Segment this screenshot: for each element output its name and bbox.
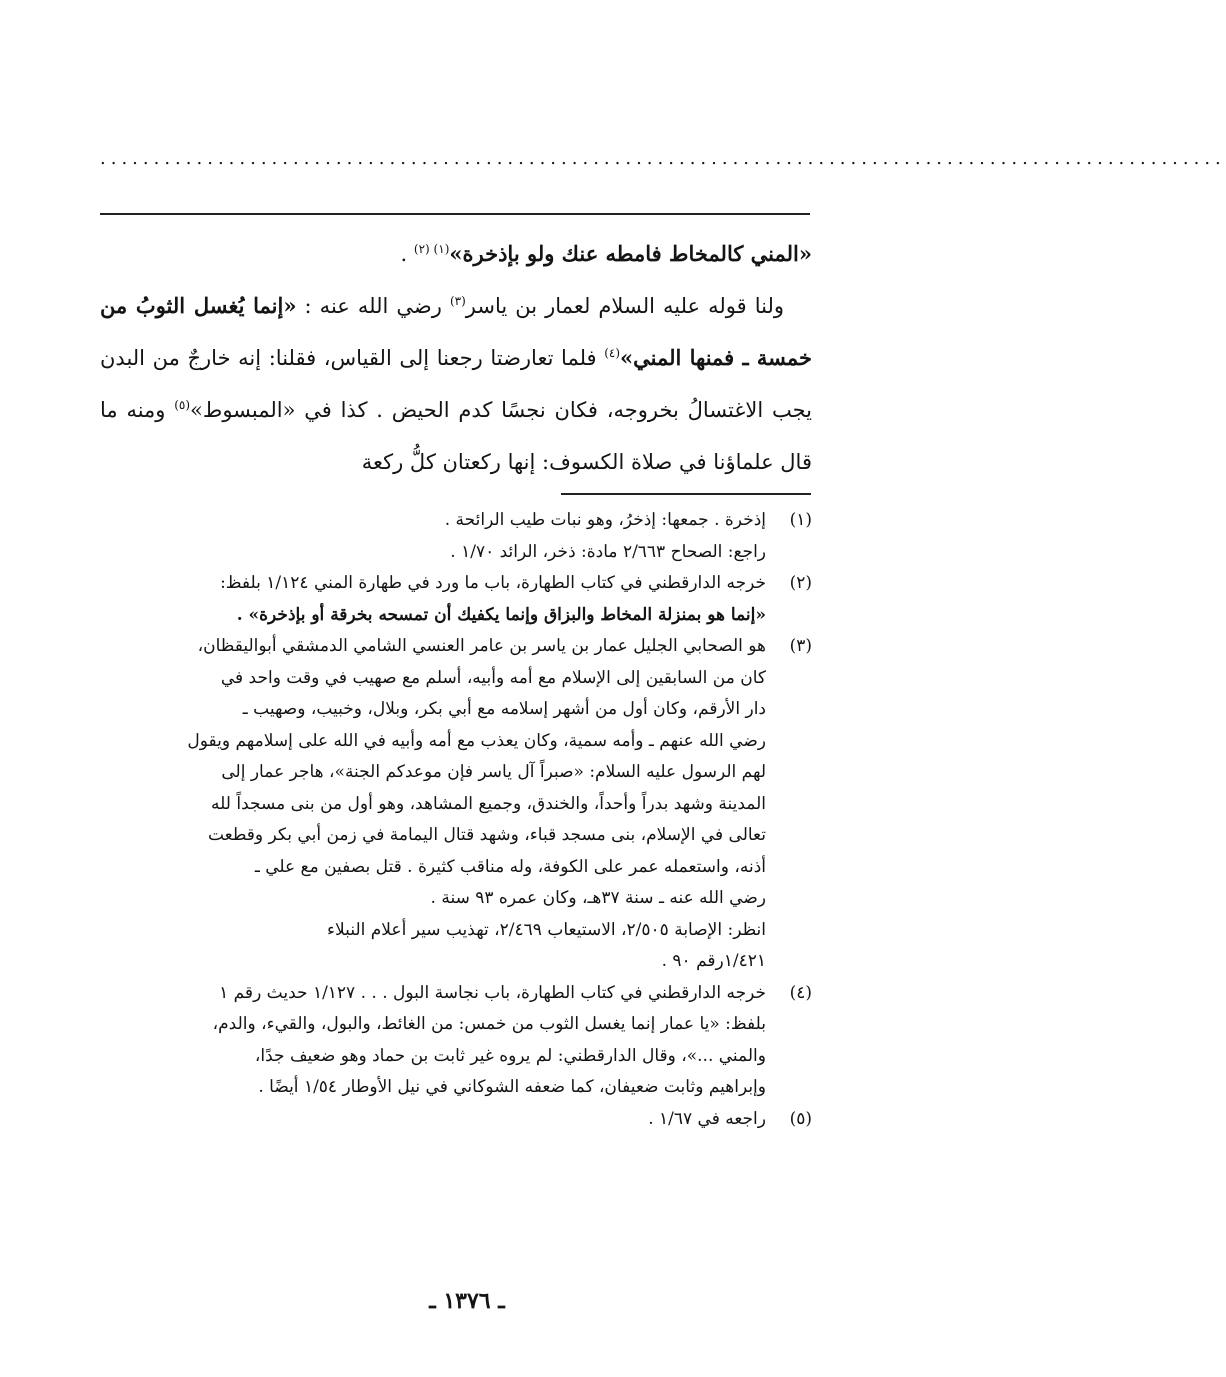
footnote-line: وإبراهيم وثابت ضعيفان، كما ضعفه الشوكاني في نيل الأوطار ١/٥٤ أيضًا . — [258, 1077, 766, 1097]
footnote-ref-4: (٤) — [604, 346, 621, 360]
top-rule — [100, 213, 810, 215]
footnote-body — [100, 631, 766, 978]
footnote-line: خرجه الدارقطني في كتاب الطهارة، باب نجاسة البول . . . ١/١٢٧ حديث رقم ١ — [219, 982, 766, 1003]
footnote-body — [100, 1104, 766, 1136]
footnote-3 — [100, 631, 812, 978]
footnote-number: (٢) — [789, 573, 812, 593]
text-segment: فلما تعارضتا رجعنا إلى القياس، فقلنا: إنه خارجٌ من البدن يجب الاغتسالُ بخروجه، فكان نجسًا كدم الحيض . كذا في «المبسوط» — [100, 346, 812, 422]
paragraph-1 — [100, 228, 812, 280]
footnotes — [100, 505, 812, 1135]
footnote-line: راجع: الصحاح ٢/٦٦٣ مادة: ذخر، الرائد ١/٧٠ . — [450, 541, 766, 562]
main-text — [100, 228, 812, 488]
footnote-line: انظر: الإصابة ٢/٥٠٥، الاستيعاب ٢/٤٦٩، تهذيب سير أعلام النبلاء — [327, 919, 766, 940]
footnote-line: دار الأرقم، وكان أول من أشهر إسلامه مع أبي بكر، وبلال، وخبيب، وصهيب ـ — [242, 699, 766, 719]
footnote-line: هو الصحابي الجليل عمار بن ياسر بن عامر العنسي الشامي الدمشقي أبواليقظان، — [197, 636, 766, 656]
footnote-line: ١/٤٢١رقم ٩٠ . — [661, 951, 766, 971]
footnote-2 — [100, 568, 812, 631]
footnote-line: رضي الله عنهم ـ وأمه سمية، وكان يعذب مع أمه وأبيه في الله على إسلامهم ويقول — [187, 730, 766, 751]
footnote-ref-3: (٣) — [449, 294, 466, 308]
footnote-line: إذخرة . جمعها: إذخرُ، وهو نبات طيب الرائحة . — [444, 510, 766, 530]
dotted-separator: ......................................................................................................... — [100, 148, 1226, 169]
text-segment: رضي الله عنه : — [296, 294, 450, 318]
footnote-4 — [100, 978, 812, 1104]
footnote-line: راجعه في ١/٦٧ . — [648, 1108, 766, 1129]
footnote-body — [100, 505, 766, 568]
footnote-number: (٤) — [789, 982, 812, 1003]
footnote-body — [100, 978, 766, 1104]
footnote-line: أذنه، واستعمله عمر على الكوفة، وله مناقب كثيرة . قتل بصفين مع علي ـ — [254, 856, 766, 877]
footnote-line: المدينة وشهد بدراً وأحداً، والخندق، وجميع المشاهد، وهو أول من بنى مسجداً لله — [211, 793, 766, 814]
text-segment: ولنا قوله عليه السلام لعمار بن ياسر — [465, 294, 785, 318]
footnote-number: (٥) — [789, 1108, 812, 1129]
page-number: ـ ١٣٧٦ ـ — [429, 1288, 505, 1314]
footnote-line: بلفظ: «يا عمار إنما يغسل الثوب من خمس: من الغائط، والبول، والقيء، والدم، — [212, 1014, 766, 1034]
footnote-line: لهم الرسول عليه السلام: «صبراً آل ياسر فإن موعدكم الجنة»، هاجر عمار إلى — [221, 762, 766, 782]
footnote-line: كان من السابقين إلى الإسلام مع أمه وأبيه، أسلم مع صهيب في وقت واحد في — [220, 667, 766, 688]
footnote-number: (٣) — [789, 636, 812, 656]
footnote-line: خرجه الدارقطني في كتاب الطهارة، باب ما ورد في طهارة المني ١/١٢٤ بلفظ: — [220, 573, 766, 593]
paragraph-2 — [100, 280, 812, 488]
footnote-5 — [100, 1104, 812, 1136]
footnote-line: «إنما هو بمنزلة المخاط والبزاق وإنما يكفيك أن تمسحه بخرقة أو بإذخرة» . — [236, 604, 766, 625]
footnote-line: رضي الله عنه ـ سنة ٣٧هـ، وكان عمره ٩٣ سنة . — [430, 888, 766, 908]
footnote-1 — [100, 505, 812, 568]
footnote-ref-5: (٥) — [174, 398, 191, 412]
text-segment: ومنه ما قال علماؤنا في صلاة الكسوف: إنها ركعتان كلُّ ركعة — [100, 398, 812, 474]
footnote-line: والمني ...»، وقال الدارقطني: لم يروه غير ثابت بن حماد وهو ضعيف جدًا، — [254, 1045, 766, 1066]
paragraph-end: . — [400, 242, 414, 266]
footnote-refs-1-2: (١) (٢) — [413, 242, 450, 256]
footnote-number: (١) — [789, 510, 812, 530]
hadith-quote: «المني كالمخاط فامطه عنك ولو بإذخرة» — [449, 241, 812, 266]
footnote-body — [100, 568, 766, 631]
footnote-line: تعالى في الإسلام، بنى مسجد قباء، وشهد قتال اليمامة في زمن أبي بكر وقطعت — [207, 825, 766, 845]
hadith-quote: «إنما يُغسل الثوبُ من خمسة ـ فمنها المني» — [100, 293, 812, 370]
footnote-rule — [561, 493, 811, 495]
